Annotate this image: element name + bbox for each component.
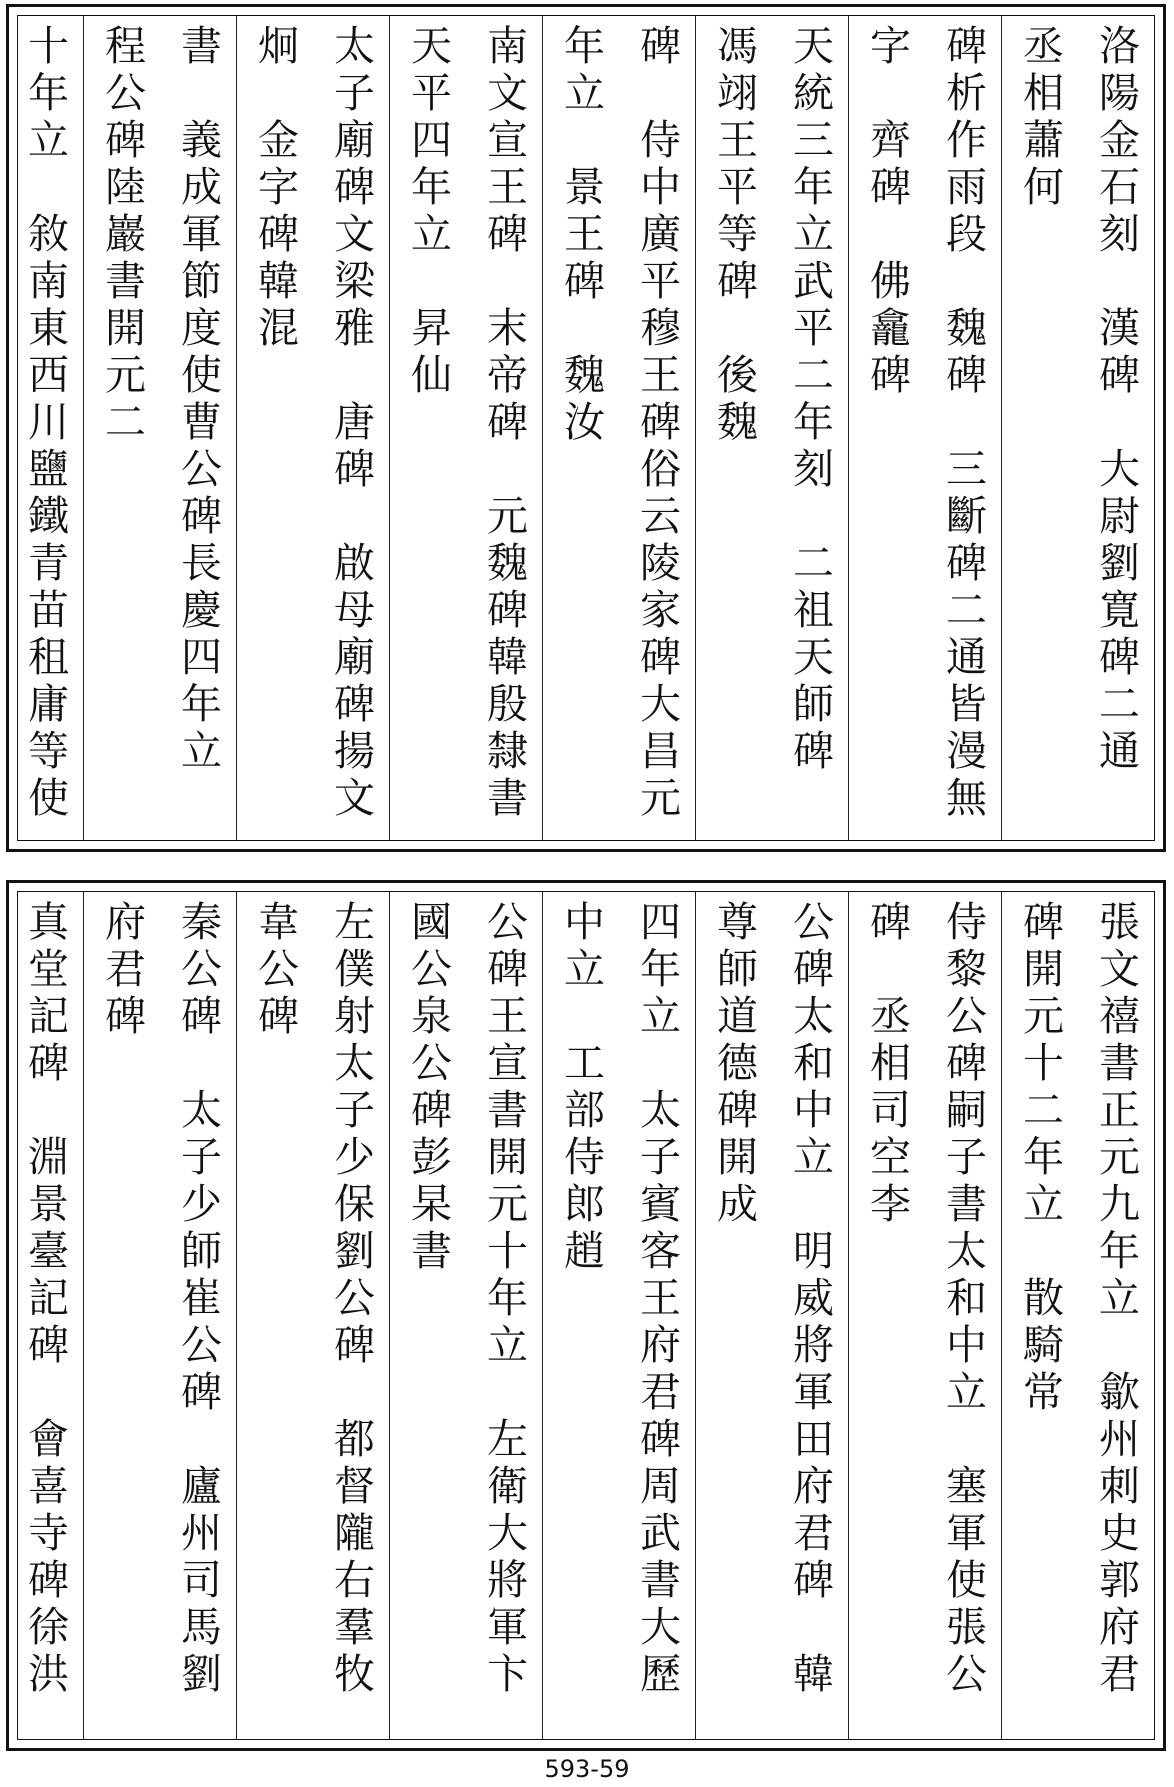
text-column: 秦公碑 太子少師崔公碑 廬州司馬劉府君碑 [83,892,236,1739]
text-column: 南文宣王碑 末帝碑 元魏碑韓殷隸書天平四年立 昇仙 [389,16,542,840]
text-column: 書 義成軍節度使曹公碑長慶四年立 程公碑陸巖書開元二 [83,16,236,840]
text-column: 洛陽金石刻 漢碑 大尉劉寛碑二通 丞相蕭何 [1001,16,1154,840]
text-column: 侍黎公碑嗣子書太和中立 塞軍使張公碑 丞相司空李 [848,892,1001,1739]
upper-text-frame [17,15,1155,841]
text-column: 公碑王宣書開元十年立 左衛大將軍卞國公泉公碑彭杲書 [389,892,542,1739]
upper-half-page [6,4,1166,852]
lower-text-frame [17,891,1155,1740]
text-column: 張文禧書正元九年立 歙州刺史郭府君碑開元十二年立 散騎常 [1001,892,1154,1739]
text-column: 公碑太和中立 明威將軍田府君碑 韓尊師道德碑開成 [695,892,848,1739]
lower-half-page [6,880,1166,1751]
text-column: 左僕射太子少保劉公碑 都督隴右羣牧韋公碑 [236,892,389,1739]
text-column: 四年立 太子賓客王府君碑周武書大歷中立 工部侍郎趙 [542,892,695,1739]
text-column: 真堂記碑 淵景臺記碑 會喜寺碑徐洪 [0,892,83,1739]
text-column: 碑析作雨段 魏碑 三斷碑二通皆漫無字 齊碑 佛龕碑 [848,16,1001,840]
text-column: 太子廟碑文梁雅 唐碑 啟母廟碑揚文炯 金字碑韓混 [236,16,389,840]
page-label: 593-59 [544,1755,630,1783]
text-column: 十年立 敘南東西川鹽鐵青苗租庸等使 [0,16,83,840]
text-column: 碑 侍中廣平穆王碑俗云陵家碑大昌元年立 景王碑 魏汝 [542,16,695,840]
text-column: 天統三年立武平二年刻 二祖天師碑 馮翊王平等碑 後魏 [695,16,848,840]
